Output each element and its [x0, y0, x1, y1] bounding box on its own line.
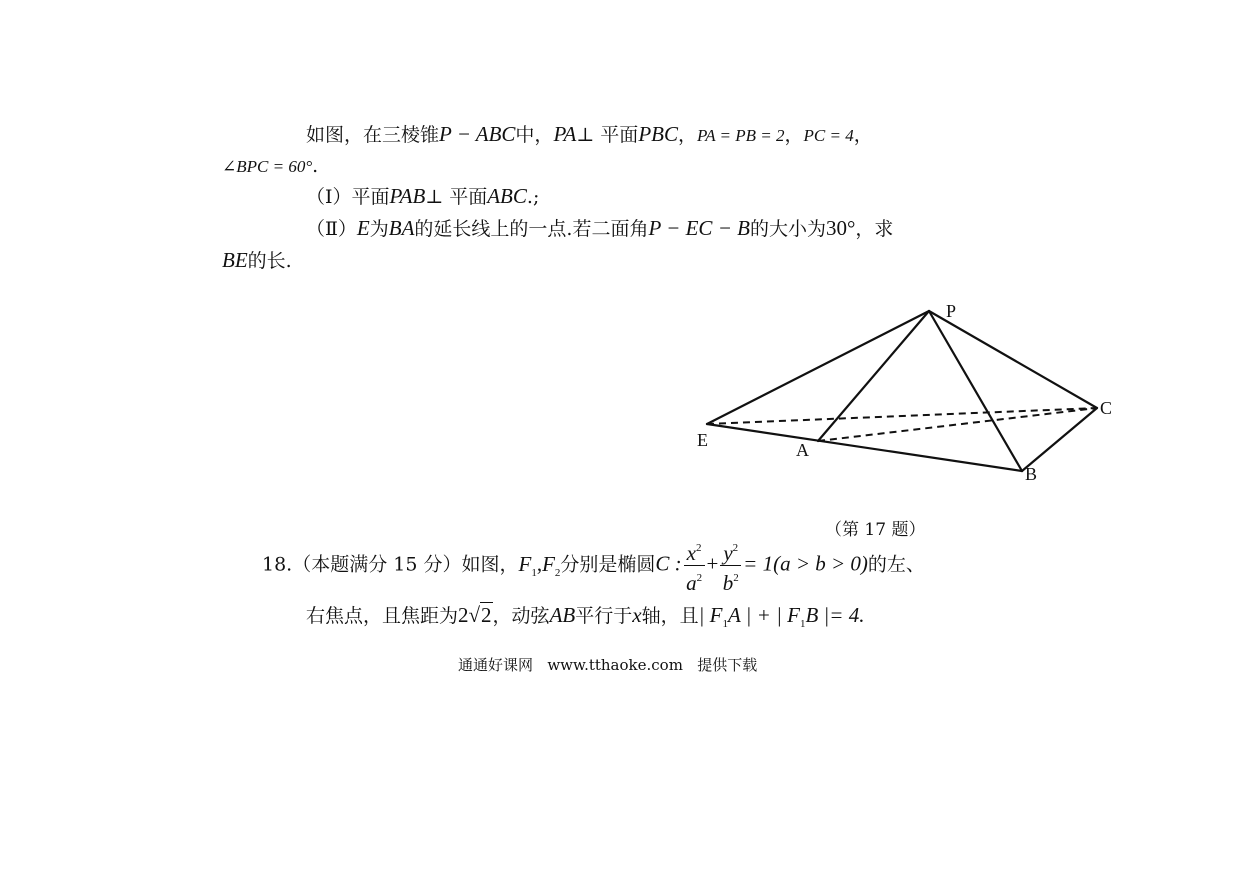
- p17-pabc: P − ABC: [439, 122, 516, 146]
- p18-f1: $F_1$: [518, 551, 537, 579]
- p18-focal-2: 2: [458, 603, 469, 627]
- p18-plus: +: [706, 551, 719, 576]
- p18-eq: = 1(a > b > 0): [743, 551, 868, 576]
- p18-ab: AB: [549, 603, 576, 627]
- p17-part2-e2: ，求: [855, 218, 894, 240]
- p17-part2-pecb: P − EC − B: [648, 216, 750, 240]
- p18-g: 轴，且: [641, 605, 699, 627]
- p18-number: 18.: [262, 553, 293, 576]
- p17-part1-end: .;: [526, 186, 540, 208]
- footer: [458, 654, 757, 675]
- edge-ec-dashed: [707, 408, 1097, 424]
- p17-perp: ⊥ 平面: [576, 124, 639, 146]
- edge-pc: [929, 311, 1097, 408]
- p17-pc: PC = 4: [803, 126, 854, 145]
- p17-comma1: ，: [677, 124, 697, 146]
- edge-eb: [707, 424, 1022, 471]
- p17-pbc: PBC: [638, 122, 678, 146]
- p17-part1-b: ⊥ 平面: [425, 186, 488, 208]
- p17-part1-pab: PAB: [389, 184, 426, 208]
- p18-d: 右焦点，且焦距为: [306, 605, 459, 627]
- edge-pe: [707, 311, 929, 424]
- p17-part2-d: 的大小为: [749, 218, 826, 240]
- p17-part2-be: BE: [222, 248, 248, 272]
- label-c: C: [1100, 398, 1113, 418]
- p18-frac-y: $\frac{y^2}{b^2}$: [720, 536, 741, 595]
- p18-line1: [262, 536, 925, 598]
- edge-pa: [818, 311, 929, 441]
- p18-score: （本题满分 15 分）: [292, 553, 462, 576]
- p18-a: 如图，: [461, 553, 519, 576]
- p17-part2-e: E: [356, 216, 370, 240]
- p17-part2-f: 的长.: [247, 250, 292, 272]
- p17-part2-num: （Ⅱ）: [306, 218, 357, 240]
- footer-url[interactable]: www.tthaoke.com: [547, 656, 683, 674]
- p18-c: 的左、: [867, 553, 925, 576]
- edge-ac-dashed: [818, 408, 1097, 441]
- p18-f: 平行于: [575, 605, 633, 627]
- p17-intro-a: 如图，在三棱锥: [306, 124, 440, 146]
- figure-caption: （第 17 题）: [825, 520, 926, 540]
- p17-pa-pb: PA = PB = 2: [697, 126, 785, 145]
- p17-part1-abc: ABC: [487, 184, 527, 208]
- p17-intro-b: 中，: [515, 124, 554, 146]
- p18-frac-x: $\frac{x^2}{a^2}$: [684, 536, 705, 595]
- edge-pb: [929, 311, 1022, 471]
- p17-pa: PA: [553, 122, 577, 146]
- p18-focal-sqrt: √2: [468, 603, 492, 627]
- label-e: E: [697, 430, 708, 450]
- p18-c-label: C :: [655, 551, 682, 576]
- p17-comma2: ，: [784, 124, 804, 146]
- p17-part1-num: （Ⅰ）: [306, 186, 352, 208]
- p17-part1-a: 平面: [351, 186, 390, 208]
- p17-part2-ba: BA: [388, 216, 415, 240]
- footer-provide: 提供下载: [697, 656, 758, 674]
- p17-part2-b: 的延长线上的一点.: [414, 218, 573, 240]
- p18-line2: [306, 603, 864, 636]
- p17-part2-30: 30°: [825, 216, 856, 240]
- p18-x-axis: x: [632, 603, 642, 627]
- p18-e: ，动弦: [492, 605, 550, 627]
- footer-site-name: 通通好课网: [458, 656, 534, 674]
- p18-f2: $F_2$: [542, 551, 561, 579]
- p18-b: 分别是椭圆: [560, 553, 656, 576]
- edge-bc: [1022, 408, 1097, 471]
- label-p: P: [946, 301, 957, 321]
- p18-comma: ,: [536, 551, 543, 576]
- p17-comma3: ，: [853, 124, 873, 146]
- p17-angle: ∠BPC = 60°: [222, 157, 313, 176]
- p18-abs: | $F_1A$ | + | $F_1B$ |= 4.: [698, 603, 865, 630]
- p17-period: .: [312, 155, 319, 177]
- p17-part2-c: 若二面角: [572, 218, 649, 240]
- p17-part2-a: 为: [369, 218, 389, 240]
- label-b: B: [1025, 464, 1038, 484]
- label-a: A: [796, 440, 809, 460]
